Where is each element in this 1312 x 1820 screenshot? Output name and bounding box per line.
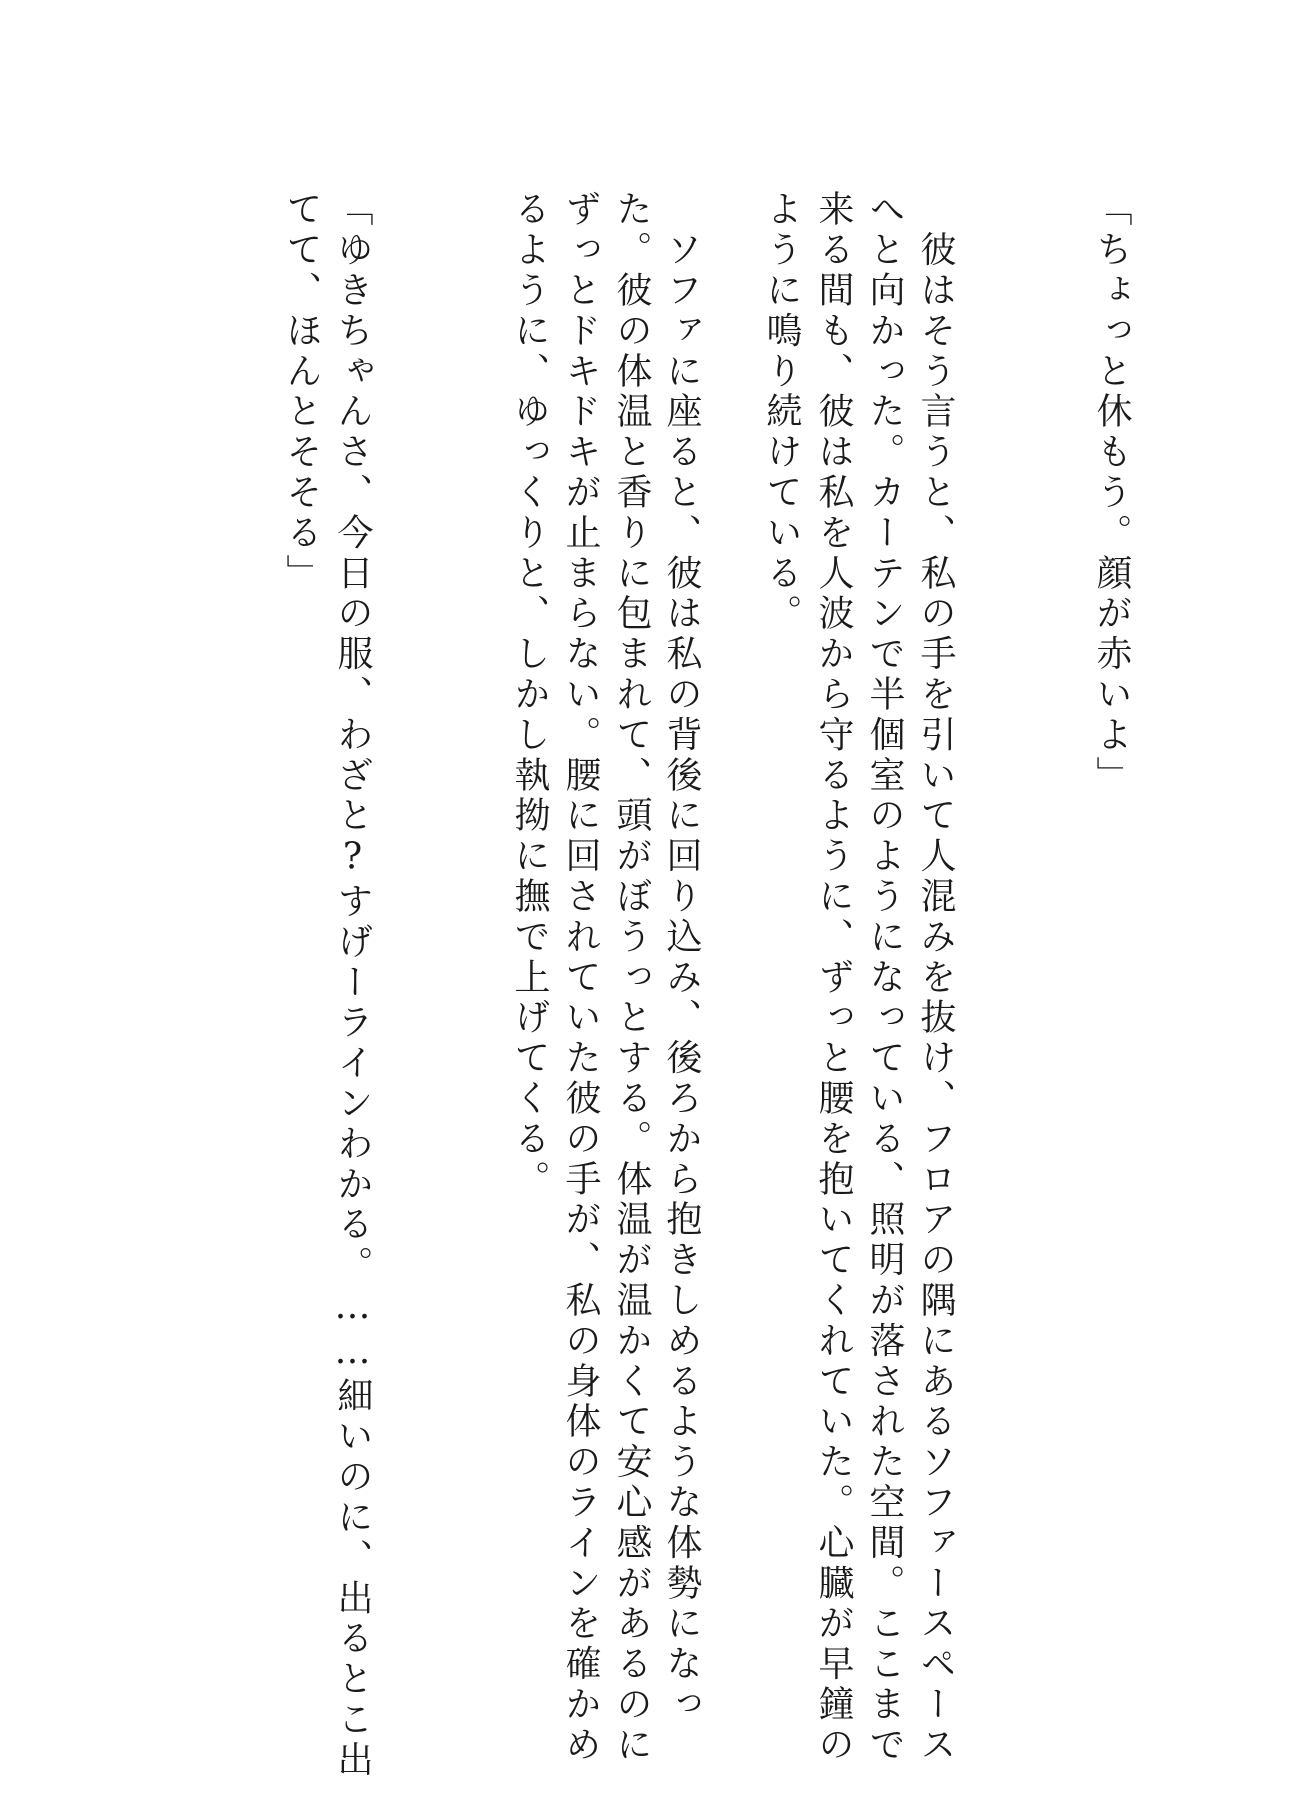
paragraph-line: へと向かった。カーテンで半個室のようになっている、照明が落された空間。ここまで xyxy=(864,190,905,1766)
paragraph-line: た。彼の体温と香りに包まれて、頭がぼうっとする。体温が温かくて安心感があるのに xyxy=(611,190,652,1766)
paragraph-line: ソファに座ると、彼は私の背後に回り込み、後ろから抱きしめるような体勢になっ xyxy=(661,190,702,1726)
dialogue-line: 「ゆきちゃんさ、今日の服、わざと?すげーラインわかる。……細いのに、出るとこ出 xyxy=(332,190,373,1781)
dialogue-line: てて、ほんとそそる」 xyxy=(281,190,322,594)
dialogue-line: 「ちょっと休もう。顔が赤いよ」 xyxy=(1091,190,1132,796)
paragraph-line: 来る間も、彼は私を人波から守るように、ずっと腰を抱いてくれていた。心臓が早鐘の xyxy=(813,190,854,1766)
paragraph-line: 彼はそう言うと、私の手を引いて人混みを抜け、フロアの隅にあるソファースペース xyxy=(915,190,956,1766)
paragraph-line: ように鳴り続けている。 xyxy=(761,190,802,635)
paragraph-line: るように、ゆっくりと、しかし執拗に撫で上げてくる。 xyxy=(509,190,550,1200)
paragraph-line: ずっとドキドキが止まらない。腰に回されていた彼の手が、私の身体のラインを確かめ xyxy=(560,190,601,1766)
